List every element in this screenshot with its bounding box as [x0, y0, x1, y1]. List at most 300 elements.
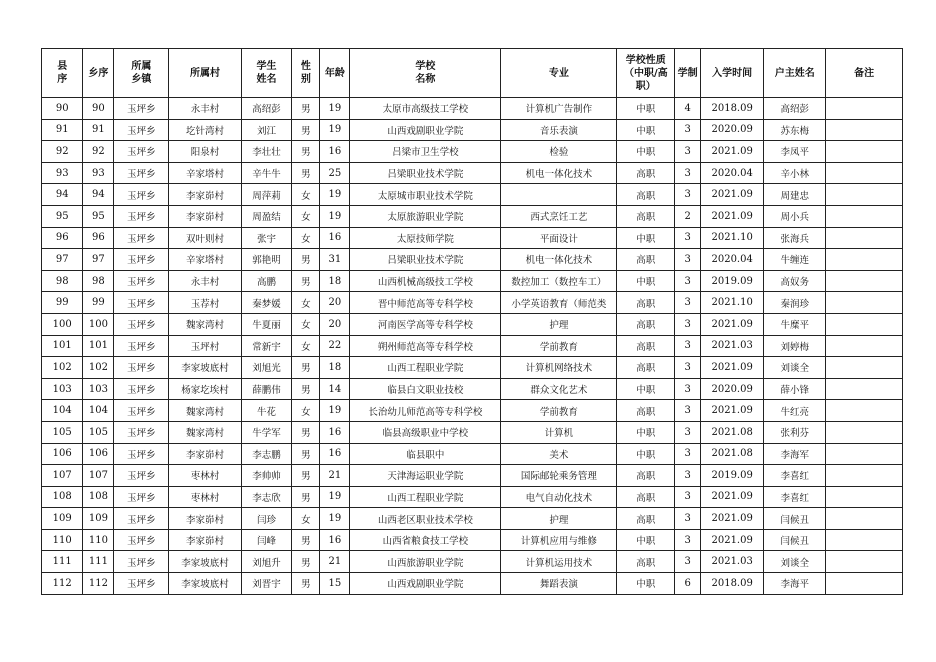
cell-gender: 女 [292, 313, 320, 335]
cell-enroll-date: 2021.09 [701, 313, 764, 335]
cell-student-name: 郭艳明 [241, 249, 292, 271]
header-row [42, 49, 903, 98]
cell-duration: 3 [675, 227, 701, 249]
cell-school-type: 高职 [617, 465, 675, 487]
cell-major: 数控加工（数控车工） [501, 270, 617, 292]
cell-age: 19 [320, 205, 350, 227]
cell-enroll-date: 2021.03 [701, 335, 764, 357]
cell-householder: 高奴务 [764, 270, 826, 292]
cell-village: 圪针湾村 [169, 119, 241, 141]
table-row [42, 378, 903, 400]
table-row [42, 443, 903, 465]
cell-student-name: 李帅帅 [241, 465, 292, 487]
header-duration: 学制 [675, 49, 701, 98]
table-row [42, 162, 903, 184]
header-enroll-date: 入学时间 [701, 49, 764, 98]
cell-remarks [826, 357, 903, 379]
table-row [42, 421, 903, 443]
cell-major: 护理 [501, 508, 617, 530]
cell-township: 玉坪乡 [114, 98, 169, 120]
cell-township: 玉坪乡 [114, 162, 169, 184]
cell-householder: 周建忠 [764, 184, 826, 206]
cell-village: 李家坡底村 [169, 573, 241, 595]
cell-enroll-date: 2021.09 [701, 400, 764, 422]
cell-gender: 女 [292, 205, 320, 227]
cell-school-type: 高职 [617, 205, 675, 227]
cell-school-type: 中职 [617, 270, 675, 292]
cell-town-no: 91 [83, 119, 114, 141]
cell-enroll-date: 2021.10 [701, 227, 764, 249]
cell-school-type: 高职 [617, 400, 675, 422]
cell-duration: 3 [675, 378, 701, 400]
cell-householder: 李凤平 [764, 141, 826, 163]
cell-age: 21 [320, 551, 350, 573]
cell-duration: 3 [675, 551, 701, 573]
student-subsidy-table [41, 48, 903, 595]
cell-town-no: 112 [83, 573, 114, 595]
cell-enroll-date: 2018.09 [701, 98, 764, 120]
table-row [42, 357, 903, 379]
cell-town-no: 106 [83, 443, 114, 465]
cell-county-no: 101 [42, 335, 83, 357]
cell-school-type: 中职 [617, 98, 675, 120]
cell-householder: 刘谈全 [764, 551, 826, 573]
cell-age: 16 [320, 141, 350, 163]
cell-school: 天津海运职业学院 [350, 465, 501, 487]
cell-township: 玉坪乡 [114, 529, 169, 551]
table-row [42, 529, 903, 551]
cell-gender: 男 [292, 551, 320, 573]
cell-student-name: 周盈结 [241, 205, 292, 227]
cell-gender: 男 [292, 141, 320, 163]
cell-town-no: 102 [83, 357, 114, 379]
cell-school: 临县高级职业中学校 [350, 421, 501, 443]
table-row [42, 508, 903, 530]
cell-householder: 刘婷梅 [764, 335, 826, 357]
header-township: 所属 乡镇 [114, 49, 169, 98]
table-row [42, 249, 903, 271]
cell-major: 音乐表演 [501, 119, 617, 141]
cell-town-no: 98 [83, 270, 114, 292]
header-town-no: 乡序 [83, 49, 114, 98]
cell-major: 计算机应用与维修 [501, 529, 617, 551]
table-row [42, 141, 903, 163]
cell-enroll-date: 2021.08 [701, 421, 764, 443]
cell-school: 太原旅游职业学院 [350, 205, 501, 227]
cell-enroll-date: 2021.09 [701, 357, 764, 379]
cell-town-no: 93 [83, 162, 114, 184]
cell-school-type: 中职 [617, 421, 675, 443]
header-remarks: 备注 [826, 49, 903, 98]
cell-householder: 闫候丑 [764, 529, 826, 551]
cell-age: 18 [320, 357, 350, 379]
cell-age: 31 [320, 249, 350, 271]
cell-township: 玉坪乡 [114, 292, 169, 314]
cell-duration: 3 [675, 529, 701, 551]
cell-student-name: 刘江 [241, 119, 292, 141]
cell-school-type: 高职 [617, 551, 675, 573]
cell-township: 玉坪乡 [114, 465, 169, 487]
cell-township: 玉坪乡 [114, 573, 169, 595]
cell-remarks [826, 141, 903, 163]
cell-enroll-date: 2020.04 [701, 249, 764, 271]
cell-school-type: 高职 [617, 335, 675, 357]
cell-school-type: 高职 [617, 162, 675, 184]
cell-duration: 3 [675, 357, 701, 379]
cell-remarks [826, 205, 903, 227]
cell-school-type: 高职 [617, 508, 675, 530]
cell-householder: 牛缠连 [764, 249, 826, 271]
cell-student-name: 高鹏 [241, 270, 292, 292]
cell-householder: 李海军 [764, 443, 826, 465]
cell-gender: 男 [292, 270, 320, 292]
cell-enroll-date: 2021.10 [701, 292, 764, 314]
cell-enroll-date: 2021.09 [701, 141, 764, 163]
cell-remarks [826, 335, 903, 357]
cell-village: 李家峁村 [169, 184, 241, 206]
cell-enroll-date: 2021.09 [701, 486, 764, 508]
cell-town-no: 110 [83, 529, 114, 551]
cell-town-no: 90 [83, 98, 114, 120]
cell-county-no: 108 [42, 486, 83, 508]
header-county-no: 县 序 [42, 49, 83, 98]
table-row [42, 184, 903, 206]
cell-age: 20 [320, 292, 350, 314]
cell-major: 国际邮轮乘务管理 [501, 465, 617, 487]
cell-age: 19 [320, 486, 350, 508]
cell-householder: 李海平 [764, 573, 826, 595]
cell-county-no: 90 [42, 98, 83, 120]
cell-school: 河南医学高等专科学校 [350, 313, 501, 335]
header-major: 专业 [501, 49, 617, 98]
cell-township: 玉坪乡 [114, 205, 169, 227]
cell-village: 杨家圪埃村 [169, 378, 241, 400]
cell-county-no: 104 [42, 400, 83, 422]
cell-major: 护理 [501, 313, 617, 335]
cell-gender: 男 [292, 465, 320, 487]
table-row [42, 486, 903, 508]
cell-duration: 3 [675, 313, 701, 335]
cell-school-type: 中职 [617, 529, 675, 551]
table-row [42, 335, 903, 357]
cell-town-no: 108 [83, 486, 114, 508]
cell-village: 枣林村 [169, 486, 241, 508]
cell-town-no: 103 [83, 378, 114, 400]
cell-school: 临县职中 [350, 443, 501, 465]
cell-township: 玉坪乡 [114, 141, 169, 163]
cell-county-no: 110 [42, 529, 83, 551]
cell-village: 阳泉村 [169, 141, 241, 163]
cell-township: 玉坪乡 [114, 249, 169, 271]
header-school: 学校 名称 [350, 49, 501, 98]
cell-school-type: 中职 [617, 119, 675, 141]
cell-gender: 男 [292, 357, 320, 379]
cell-gender: 男 [292, 162, 320, 184]
cell-enroll-date: 2021.09 [701, 205, 764, 227]
cell-school: 长治幼儿师范高等专科学校 [350, 400, 501, 422]
cell-remarks [826, 443, 903, 465]
cell-school: 山西工程职业学院 [350, 486, 501, 508]
cell-village: 枣林村 [169, 465, 241, 487]
cell-major: 计算机运用技术 [501, 551, 617, 573]
table-body [42, 98, 903, 595]
cell-township: 玉坪乡 [114, 184, 169, 206]
cell-township: 玉坪乡 [114, 551, 169, 573]
cell-gender: 男 [292, 249, 320, 271]
cell-village: 永丰村 [169, 270, 241, 292]
header-householder: 户主姓名 [764, 49, 826, 98]
table-row [42, 551, 903, 573]
cell-town-no: 99 [83, 292, 114, 314]
cell-township: 玉坪乡 [114, 227, 169, 249]
cell-township: 玉坪乡 [114, 378, 169, 400]
cell-enroll-date: 2021.03 [701, 551, 764, 573]
cell-major: 群众文化艺术 [501, 378, 617, 400]
cell-remarks [826, 378, 903, 400]
cell-town-no: 97 [83, 249, 114, 271]
cell-remarks [826, 292, 903, 314]
cell-major: 西式烹饪工艺 [501, 205, 617, 227]
cell-gender: 男 [292, 529, 320, 551]
cell-duration: 3 [675, 421, 701, 443]
cell-village: 双叶则村 [169, 227, 241, 249]
cell-township: 玉坪乡 [114, 270, 169, 292]
cell-school: 山西省粮食技工学校 [350, 529, 501, 551]
cell-age: 19 [320, 98, 350, 120]
cell-householder: 高绍彭 [764, 98, 826, 120]
cell-duration: 3 [675, 162, 701, 184]
cell-school: 太原技师学院 [350, 227, 501, 249]
cell-county-no: 106 [42, 443, 83, 465]
cell-school: 山西工程职业学院 [350, 357, 501, 379]
cell-county-no: 94 [42, 184, 83, 206]
cell-village: 魏家湾村 [169, 421, 241, 443]
cell-township: 玉坪乡 [114, 335, 169, 357]
cell-householder: 张利芬 [764, 421, 826, 443]
cell-remarks [826, 529, 903, 551]
cell-remarks [826, 486, 903, 508]
cell-major: 美术 [501, 443, 617, 465]
cell-major [501, 184, 617, 206]
cell-duration: 2 [675, 205, 701, 227]
cell-age: 19 [320, 508, 350, 530]
cell-town-no: 94 [83, 184, 114, 206]
cell-gender: 男 [292, 421, 320, 443]
cell-major: 电气自动化技术 [501, 486, 617, 508]
cell-county-no: 96 [42, 227, 83, 249]
cell-age: 22 [320, 335, 350, 357]
table-row [42, 119, 903, 141]
cell-student-name: 周萍莉 [241, 184, 292, 206]
cell-school: 山西老区职业技术学校 [350, 508, 501, 530]
cell-student-name: 高绍彭 [241, 98, 292, 120]
cell-householder: 张海兵 [764, 227, 826, 249]
cell-householder: 李喜红 [764, 465, 826, 487]
cell-village: 玉荐村 [169, 292, 241, 314]
table-row [42, 227, 903, 249]
table-row [42, 465, 903, 487]
cell-householder: 苏东梅 [764, 119, 826, 141]
cell-school: 吕梁市卫生学校 [350, 141, 501, 163]
cell-village: 魏家湾村 [169, 400, 241, 422]
cell-remarks [826, 98, 903, 120]
cell-age: 16 [320, 227, 350, 249]
cell-gender: 男 [292, 119, 320, 141]
cell-township: 玉坪乡 [114, 443, 169, 465]
cell-enroll-date: 2021.09 [701, 508, 764, 530]
cell-enroll-date: 2019.09 [701, 465, 764, 487]
table-row [42, 573, 903, 595]
cell-major: 小学英语教育（师范类 [501, 292, 617, 314]
cell-township: 玉坪乡 [114, 421, 169, 443]
cell-county-no: 95 [42, 205, 83, 227]
cell-township: 玉坪乡 [114, 119, 169, 141]
cell-remarks [826, 421, 903, 443]
cell-county-no: 102 [42, 357, 83, 379]
cell-town-no: 96 [83, 227, 114, 249]
cell-town-no: 92 [83, 141, 114, 163]
cell-student-name: 闫珍 [241, 508, 292, 530]
cell-county-no: 111 [42, 551, 83, 573]
cell-householder: 李喜红 [764, 486, 826, 508]
cell-township: 玉坪乡 [114, 313, 169, 335]
cell-county-no: 107 [42, 465, 83, 487]
cell-duration: 3 [675, 486, 701, 508]
cell-school-type: 高职 [617, 313, 675, 335]
header-gender: 性 别 [292, 49, 320, 98]
cell-householder: 辛小林 [764, 162, 826, 184]
cell-gender: 女 [292, 400, 320, 422]
cell-town-no: 101 [83, 335, 114, 357]
cell-school-type: 中职 [617, 573, 675, 595]
cell-major: 学前教育 [501, 335, 617, 357]
cell-county-no: 100 [42, 313, 83, 335]
cell-enroll-date: 2020.04 [701, 162, 764, 184]
cell-remarks [826, 508, 903, 530]
cell-gender: 女 [292, 227, 320, 249]
cell-village: 李家峁村 [169, 508, 241, 530]
cell-enroll-date: 2021.09 [701, 184, 764, 206]
table-row [42, 270, 903, 292]
table-row [42, 313, 903, 335]
cell-enroll-date: 2018.09 [701, 573, 764, 595]
cell-duration: 3 [675, 508, 701, 530]
cell-student-name: 辛牛牛 [241, 162, 292, 184]
cell-student-name: 刘旭光 [241, 357, 292, 379]
cell-township: 玉坪乡 [114, 357, 169, 379]
cell-student-name: 常新宇 [241, 335, 292, 357]
cell-school: 山西旅游职业学院 [350, 551, 501, 573]
cell-county-no: 93 [42, 162, 83, 184]
cell-duration: 3 [675, 141, 701, 163]
cell-student-name: 薛鹏伟 [241, 378, 292, 400]
table-row [42, 205, 903, 227]
cell-householder: 刘谈全 [764, 357, 826, 379]
cell-school: 吕梁职业技术学院 [350, 162, 501, 184]
cell-school-type: 高职 [617, 184, 675, 206]
cell-school: 太原市高级技工学校 [350, 98, 501, 120]
cell-county-no: 99 [42, 292, 83, 314]
cell-duration: 3 [675, 465, 701, 487]
cell-enroll-date: 2019.09 [701, 270, 764, 292]
cell-householder: 秦润珍 [764, 292, 826, 314]
cell-school-type: 高职 [617, 357, 675, 379]
table-row [42, 98, 903, 120]
cell-duration: 3 [675, 292, 701, 314]
cell-township: 玉坪乡 [114, 486, 169, 508]
cell-student-name: 牛夏丽 [241, 313, 292, 335]
cell-township: 玉坪乡 [114, 400, 169, 422]
cell-school: 山西戏剧职业学院 [350, 573, 501, 595]
cell-county-no: 112 [42, 573, 83, 595]
header-student-name: 学生 姓名 [241, 49, 292, 98]
cell-gender: 男 [292, 378, 320, 400]
header-age: 年龄 [320, 49, 350, 98]
cell-age: 21 [320, 465, 350, 487]
cell-county-no: 103 [42, 378, 83, 400]
cell-householder: 闫候丑 [764, 508, 826, 530]
cell-age: 19 [320, 119, 350, 141]
cell-major: 平面设计 [501, 227, 617, 249]
cell-major: 计算机网络技术 [501, 357, 617, 379]
cell-township: 玉坪乡 [114, 508, 169, 530]
cell-major: 计算机广告制作 [501, 98, 617, 120]
cell-student-name: 牛学军 [241, 421, 292, 443]
cell-school-type: 中职 [617, 227, 675, 249]
cell-duration: 6 [675, 573, 701, 595]
cell-householder: 薛小锋 [764, 378, 826, 400]
cell-enroll-date: 2021.08 [701, 443, 764, 465]
cell-major: 学前教育 [501, 400, 617, 422]
cell-county-no: 98 [42, 270, 83, 292]
cell-school-type: 中职 [617, 141, 675, 163]
cell-village: 玉坪村 [169, 335, 241, 357]
cell-duration: 3 [675, 184, 701, 206]
cell-remarks [826, 313, 903, 335]
cell-school: 晋中师范高等专科学校 [350, 292, 501, 314]
cell-village: 辛家塔村 [169, 249, 241, 271]
cell-gender: 男 [292, 573, 320, 595]
cell-remarks [826, 465, 903, 487]
cell-student-name: 闫峰 [241, 529, 292, 551]
cell-duration: 3 [675, 249, 701, 271]
cell-householder: 牛糜平 [764, 313, 826, 335]
cell-school: 临县白文职业技校 [350, 378, 501, 400]
cell-school: 山西机械高级技工学校 [350, 270, 501, 292]
header-village: 所属村 [169, 49, 241, 98]
cell-major: 计算机 [501, 421, 617, 443]
cell-gender: 女 [292, 292, 320, 314]
cell-remarks [826, 270, 903, 292]
cell-county-no: 109 [42, 508, 83, 530]
cell-age: 16 [320, 421, 350, 443]
cell-major: 检验 [501, 141, 617, 163]
cell-village: 辛家塔村 [169, 162, 241, 184]
cell-age: 19 [320, 184, 350, 206]
cell-gender: 男 [292, 443, 320, 465]
cell-age: 15 [320, 573, 350, 595]
cell-age: 16 [320, 443, 350, 465]
cell-age: 19 [320, 400, 350, 422]
cell-remarks [826, 249, 903, 271]
cell-age: 16 [320, 529, 350, 551]
cell-town-no: 105 [83, 421, 114, 443]
cell-major: 机电一体化技术 [501, 249, 617, 271]
cell-duration: 3 [675, 119, 701, 141]
cell-age: 14 [320, 378, 350, 400]
cell-duration: 3 [675, 400, 701, 422]
cell-village: 李家峁村 [169, 443, 241, 465]
